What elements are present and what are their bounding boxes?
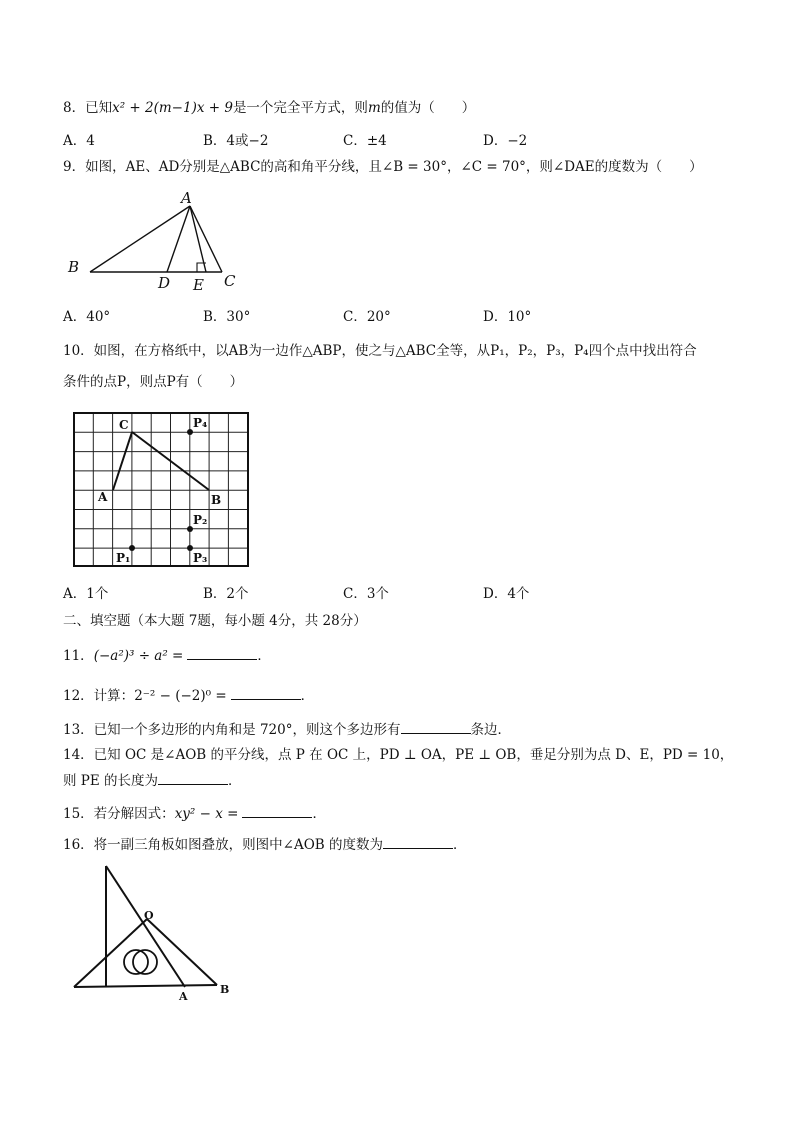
segment-ad bbox=[167, 206, 190, 272]
question-16 bbox=[63, 834, 467, 855]
label-a: A bbox=[181, 189, 192, 207]
question-8 bbox=[63, 98, 475, 118]
q13-answer-blank[interactable] bbox=[401, 719, 471, 734]
q16-text-a: 16．将一副三角板如图叠放，则图中∠AOB 的度数为 bbox=[63, 837, 384, 853]
q12-suffix: ． bbox=[300, 688, 315, 704]
question-14-line1: 14．已知 OC 是∠AOB 的平分线，点 P 在 OC 上，PD ⊥ OA，PE ⊥ OB，垂足分别为点 D、E，PD = 10， bbox=[63, 747, 734, 763]
label-p3: P₃ bbox=[193, 551, 208, 565]
label-b: B bbox=[220, 983, 230, 996]
label-p2: P₂ bbox=[193, 513, 208, 527]
label-e: E bbox=[193, 276, 204, 294]
q12-expr: 2⁻² − (−2)⁰ = bbox=[134, 688, 227, 704]
q15-answer-blank[interactable] bbox=[242, 803, 312, 818]
q8-option-a[interactable]: A．4 bbox=[63, 133, 95, 149]
question-13 bbox=[63, 719, 511, 740]
q10-grid-figure bbox=[72, 411, 252, 571]
label-p4: P₄ bbox=[193, 416, 208, 430]
q8-option-c[interactable]: C．±4 bbox=[343, 133, 387, 149]
q13-text-a: 13．已知一个多边形的内角和是 720°，则这个多边形有 bbox=[63, 722, 401, 738]
question-15 bbox=[63, 803, 326, 824]
question-10-line1: 10．如图，在方格纸中，以AB为一边作△ABP，使之与△ABC全等，从P₁，P₂，P₃，P₄四个点中找出符合 bbox=[63, 343, 697, 359]
q12-answer-blank[interactable] bbox=[231, 685, 301, 700]
protractor-hole-icon bbox=[124, 950, 157, 974]
q9-option-c[interactable]: C．20° bbox=[343, 309, 391, 325]
question-11 bbox=[63, 645, 271, 666]
segment-ba bbox=[90, 206, 190, 272]
q16-answer-blank[interactable] bbox=[383, 834, 453, 849]
question-12 bbox=[63, 685, 314, 706]
q9-option-d[interactable]: D．10° bbox=[483, 309, 532, 325]
q15-expr: xy² − x = bbox=[174, 806, 239, 822]
q8-stem-b: 是一个完全平方式，则 bbox=[232, 100, 368, 116]
q16-set-squares-figure bbox=[70, 864, 250, 1004]
label-b: B bbox=[68, 258, 80, 276]
q15-suffix: ． bbox=[312, 806, 326, 822]
label-o: O bbox=[144, 909, 154, 922]
q16-text-b: ． bbox=[453, 837, 467, 853]
segment-ae bbox=[190, 206, 206, 272]
q8-option-b[interactable]: B．4或−2 bbox=[203, 133, 269, 149]
q8-option-d[interactable]: D．−2 bbox=[483, 133, 528, 149]
q8-stem-a: 8．已知 bbox=[63, 100, 113, 116]
q8-formula: x² + 2(m−1)x + 9 bbox=[112, 100, 233, 116]
q14-line2-b: ． bbox=[228, 773, 242, 789]
q10-option-b[interactable]: B．2个 bbox=[203, 586, 249, 602]
question-10-line2: 条件的点P，则点P有（ ） bbox=[63, 374, 244, 390]
question-14-line2 bbox=[63, 770, 242, 791]
label-d: D bbox=[158, 274, 171, 292]
label-c: C bbox=[119, 418, 129, 432]
q14-line2-a: 则 PE 的长度为 bbox=[63, 773, 159, 789]
q15-prefix: 15．若分解因式： bbox=[63, 806, 175, 822]
q14-answer-blank[interactable] bbox=[158, 770, 228, 785]
q12-prefix: 12．计算： bbox=[63, 688, 135, 704]
q9-option-a[interactable]: A．40° bbox=[63, 309, 111, 325]
q10-option-c[interactable]: C．3个 bbox=[343, 586, 389, 602]
label-b: B bbox=[211, 493, 222, 507]
label-a: A bbox=[98, 490, 108, 504]
q9-triangle-figure bbox=[60, 186, 260, 296]
base-line bbox=[74, 985, 217, 987]
label-p1: P₁ bbox=[116, 551, 131, 565]
q11-prefix: 11． bbox=[63, 648, 94, 664]
question-9: 9．如图，AE、AD分别是△ABC的高和角平分线，且∠B = 30°，∠C = 70°，则∠DAE的度数为（ ） bbox=[63, 159, 703, 175]
q8-var: m bbox=[367, 100, 381, 116]
triangle-right-edge bbox=[147, 919, 217, 985]
segment-ac bbox=[190, 206, 222, 272]
label-a: A bbox=[179, 990, 188, 1003]
q11-suffix: ． bbox=[257, 648, 271, 664]
segment-ac bbox=[113, 432, 132, 490]
label-c: C bbox=[224, 272, 236, 290]
q9-option-b[interactable]: B．30° bbox=[203, 309, 251, 325]
q13-text-b: 条边． bbox=[470, 722, 511, 738]
q10-option-a[interactable]: A．1个 bbox=[63, 586, 109, 602]
q11-expr: (−a²)³ ÷ a² = bbox=[93, 648, 184, 664]
section-2-title: 二、填空题（本大题 7题，每小题 4分，共 28分） bbox=[63, 613, 367, 629]
q8-stem-c: 的值为（ ） bbox=[380, 100, 476, 116]
q11-answer-blank[interactable] bbox=[187, 645, 257, 660]
q10-option-d[interactable]: D．4个 bbox=[483, 586, 530, 602]
